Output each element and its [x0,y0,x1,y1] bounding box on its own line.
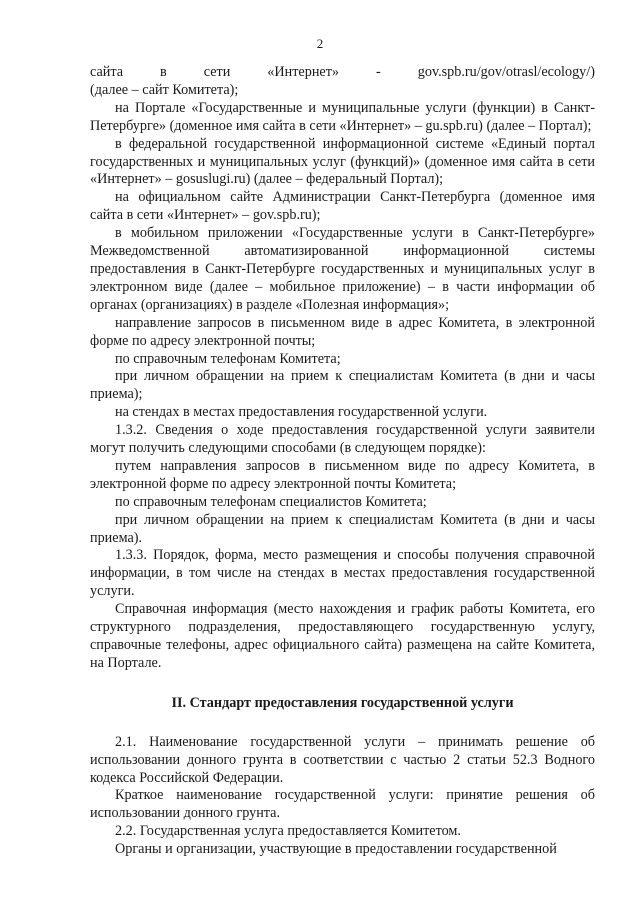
paragraph: 1.3.3. Порядок, форма, место размещения и способы получения справочной информации, в том числе на стендах в местах предоставления государственной услуги. [90,547,595,600]
paragraph: 2.1. Наименование государственной услуги – принимать решение об использовании донного грунта в соответствии с частью 2 статьи 52.3 Водного кодекса Российской Федерации. [90,733,595,786]
word: в [160,64,167,80]
document-body [90,64,595,859]
page-number: 2 [316,36,324,51]
paragraph: в федеральной государственной информационной системе «Единый портал государственных и муниципальных услуг (функций)» (доменное имя сайта в сети «Интернет» – gosuslugi.ru) (далее – федеральный Портал); [90,135,595,188]
paragraph: при личном обращении на прием к специалистам Комитета (в дни и часы приема); [90,368,595,403]
paragraph: Справочная информация (место нахождения и график работы Комитета, его структурного подразделения, предоставляющего государственную услугу, справочные телефоны, адрес официального сайта) размещена на сайте Комитета, на Портале. [90,601,595,671]
word: - [376,64,381,80]
section-heading: II. Стандарт предоставления государственной услуги [171,694,514,711]
paragraph: Органы и организации, участвующие в предоставлении государственной [115,841,557,858]
paragraph: на официальном сайте Администрации Санкт-Петербурга (доменное имя сайта в сети «Интернет» – gov.spb.ru); [90,189,595,224]
paragraph: по справочным телефонам специалистов Комитета; [115,493,427,510]
paragraph: направление запросов в письменном виде в адрес Комитета, в электронной форме по адресу электронной почты; [90,314,595,349]
word: сети [203,64,231,80]
paragraph: при личном обращении на прием к специалистам Комитета (в дни и часы приема). [90,511,595,546]
paragraph: на стендах в местах предоставления государственной услуги. [115,404,488,421]
word: «Интернет» [267,64,340,80]
committee-url: gov.spb.ru/gov/otrasl/ecology/) [417,64,595,80]
paragraph: Краткое наименование государственной услуги: принятие решения об использовании донного грунта. [90,787,595,822]
paragraph: 2.2. Государственная услуга предоставляется Комитетом. [115,823,461,840]
paragraph: путем направления запросов в письменном виде по адресу Комитета, в электронной форме по адресу электронной почты Комитета; [90,457,595,492]
continued-line [90,64,595,82]
paragraph-continuation: (далее – сайт Комитета); [90,81,239,98]
paragraph: на Портале «Государственные и муниципальные услуги (функции) в Санкт-Петербурге» (доменное имя сайта в сети «Интернет» – gu.spb.ru) (далее – Портал); [90,99,595,134]
paragraph: 1.3.2. Сведения о ходе предоставления государственной услуги заявители могут получить следующими способами (в следующем порядке): [90,422,595,457]
paragraph: по справочным телефонам Комитета; [115,350,341,367]
word: сайта [90,64,124,80]
paragraph: в мобильном приложении «Государственные услуги в Санкт-Петербурге» Межведомственной автоматизированной информационной системы предоставления в Санкт-Петербурге государственных и муниципальных услуг в электронном виде (далее – мобильное приложение) – в части информации об органах (организациях) в разделе «Полезная информация»; [90,225,595,313]
